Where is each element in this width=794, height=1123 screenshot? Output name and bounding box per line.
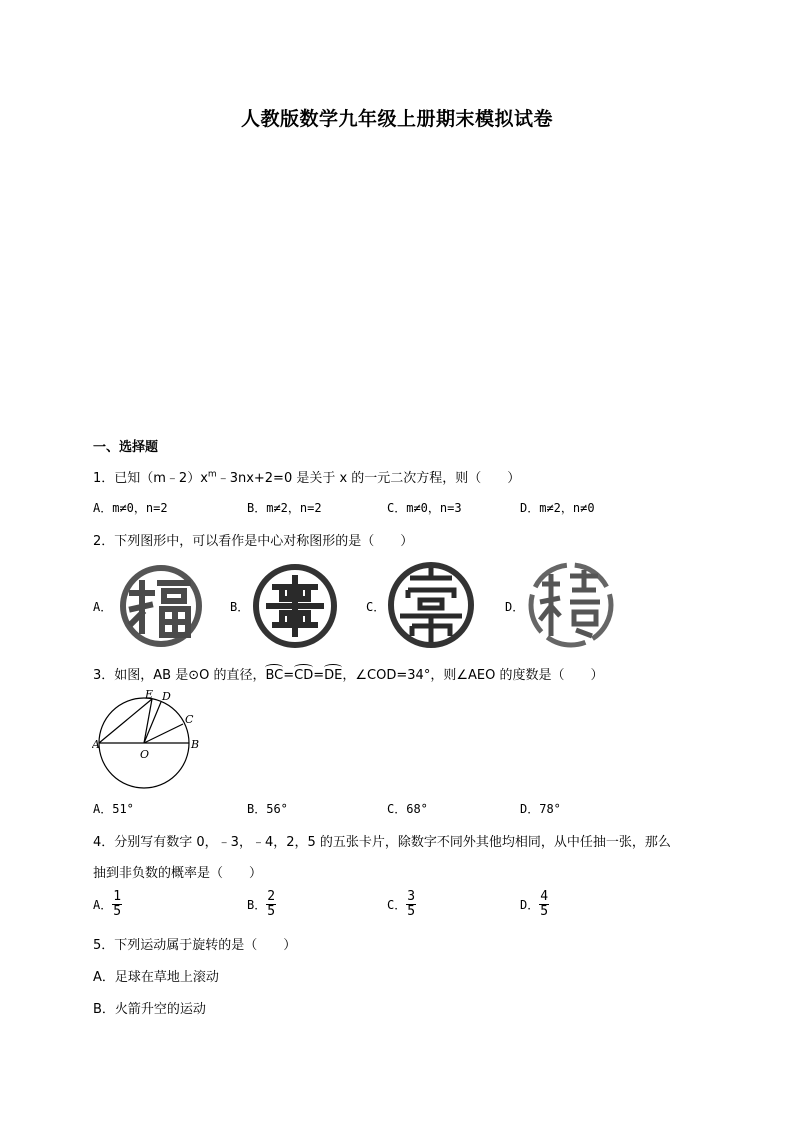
radius-oc — [144, 724, 183, 743]
q4-option-a-denominator: 5 — [113, 904, 122, 919]
q4-option-c-denominator: 5 — [407, 904, 416, 919]
q4-option-b-label: B． — [247, 898, 267, 912]
q3-option-c: C．68° — [387, 802, 428, 816]
q1-option-a: A．m≠0，n=2 — [93, 501, 168, 515]
arc-bc: BC — [265, 668, 284, 683]
seal-xi-icon — [526, 560, 616, 650]
question-2: 2．下列图形中，可以看作是中心对称图形的是（ ） — [93, 534, 414, 549]
seal-fu-icon — [118, 563, 204, 649]
q1-option-c: C．m≠0，n=3 — [387, 501, 462, 515]
q1-option-b: B．m≠2，n=2 — [247, 501, 322, 515]
q2-option-b: B． — [230, 600, 250, 614]
question-1-suffix: ﹣3nx+2=0 是关于 x 的一元二次方程，则（ ） — [216, 471, 521, 486]
q2-option-a: A． — [93, 600, 113, 614]
q2-option-c: C． — [366, 600, 386, 614]
q5-option-b: B．火箭升空的运动 — [93, 1002, 206, 1017]
q4-option-b-numerator: 2 — [267, 889, 276, 904]
question-3 — [93, 664, 603, 683]
q4-option-c-label: C． — [387, 898, 407, 912]
q4-option-a-numerator: 1 — [113, 889, 122, 904]
chord-ae — [99, 699, 152, 743]
q4-option-d-numerator: 4 — [540, 889, 549, 904]
radius-oe — [144, 699, 152, 743]
q4-option-b-denominator: 5 — [267, 904, 276, 919]
q4-option-d-label: D． — [520, 898, 540, 912]
question-3-prefix: 3．如图，AB 是⊙O 的直径， — [93, 668, 266, 683]
label-a: A — [92, 738, 100, 751]
question-3-eq1: = — [283, 668, 295, 683]
circle-figure — [92, 690, 204, 792]
arc-cd: CD — [294, 668, 314, 683]
question-5: 5．下列运动属于旋转的是（ ） — [93, 938, 297, 953]
q3-option-d: D．78° — [520, 802, 561, 816]
question-1-exponent: m — [207, 469, 217, 480]
q3-option-b: B．56° — [247, 802, 288, 816]
q1-option-d: D．m≠2，n≠0 — [520, 501, 595, 515]
q5-option-a: A．足球在草地上滚动 — [93, 970, 219, 985]
q4-option-c — [387, 890, 416, 919]
label-d: D — [162, 690, 171, 703]
label-b: B — [191, 738, 200, 751]
section-heading: 一、选择题 — [93, 440, 159, 455]
q4-option-b — [247, 890, 276, 919]
q4-option-d — [520, 890, 549, 919]
question-4-line2: 抽到非负数的概率是（ ） — [93, 866, 263, 881]
seal-shou-icon — [252, 563, 338, 649]
label-o: O — [140, 748, 150, 761]
question-3-eq2: = — [313, 668, 325, 683]
q4-option-d-denominator: 5 — [540, 904, 549, 919]
page-title: 人教版数学九年级上册期末模拟试卷 — [240, 108, 553, 130]
label-e: E — [145, 690, 154, 701]
seal-shou2-icon — [386, 560, 476, 650]
question-3-suffix: ，∠COD=34°，则∠AEO 的度数是（ ） — [342, 668, 604, 683]
radius-od — [144, 702, 161, 743]
q4-option-a-label: A． — [93, 898, 113, 912]
q4-option-a — [93, 890, 122, 919]
q3-option-a: A．51° — [93, 802, 134, 816]
question-1 — [93, 467, 520, 486]
q2-option-d: D． — [505, 600, 525, 614]
question-1-prefix: 1．已知（m﹣2）x — [93, 471, 208, 486]
arc-de: DE — [324, 668, 343, 683]
label-c: C — [185, 713, 194, 726]
question-4-line1: 4．分别写有数字 0，﹣3，﹣4，2，5 的五张卡片，除数字不同外其他均相同，从中任抽一张，那么 — [93, 835, 671, 850]
q4-option-c-numerator: 3 — [407, 889, 416, 904]
